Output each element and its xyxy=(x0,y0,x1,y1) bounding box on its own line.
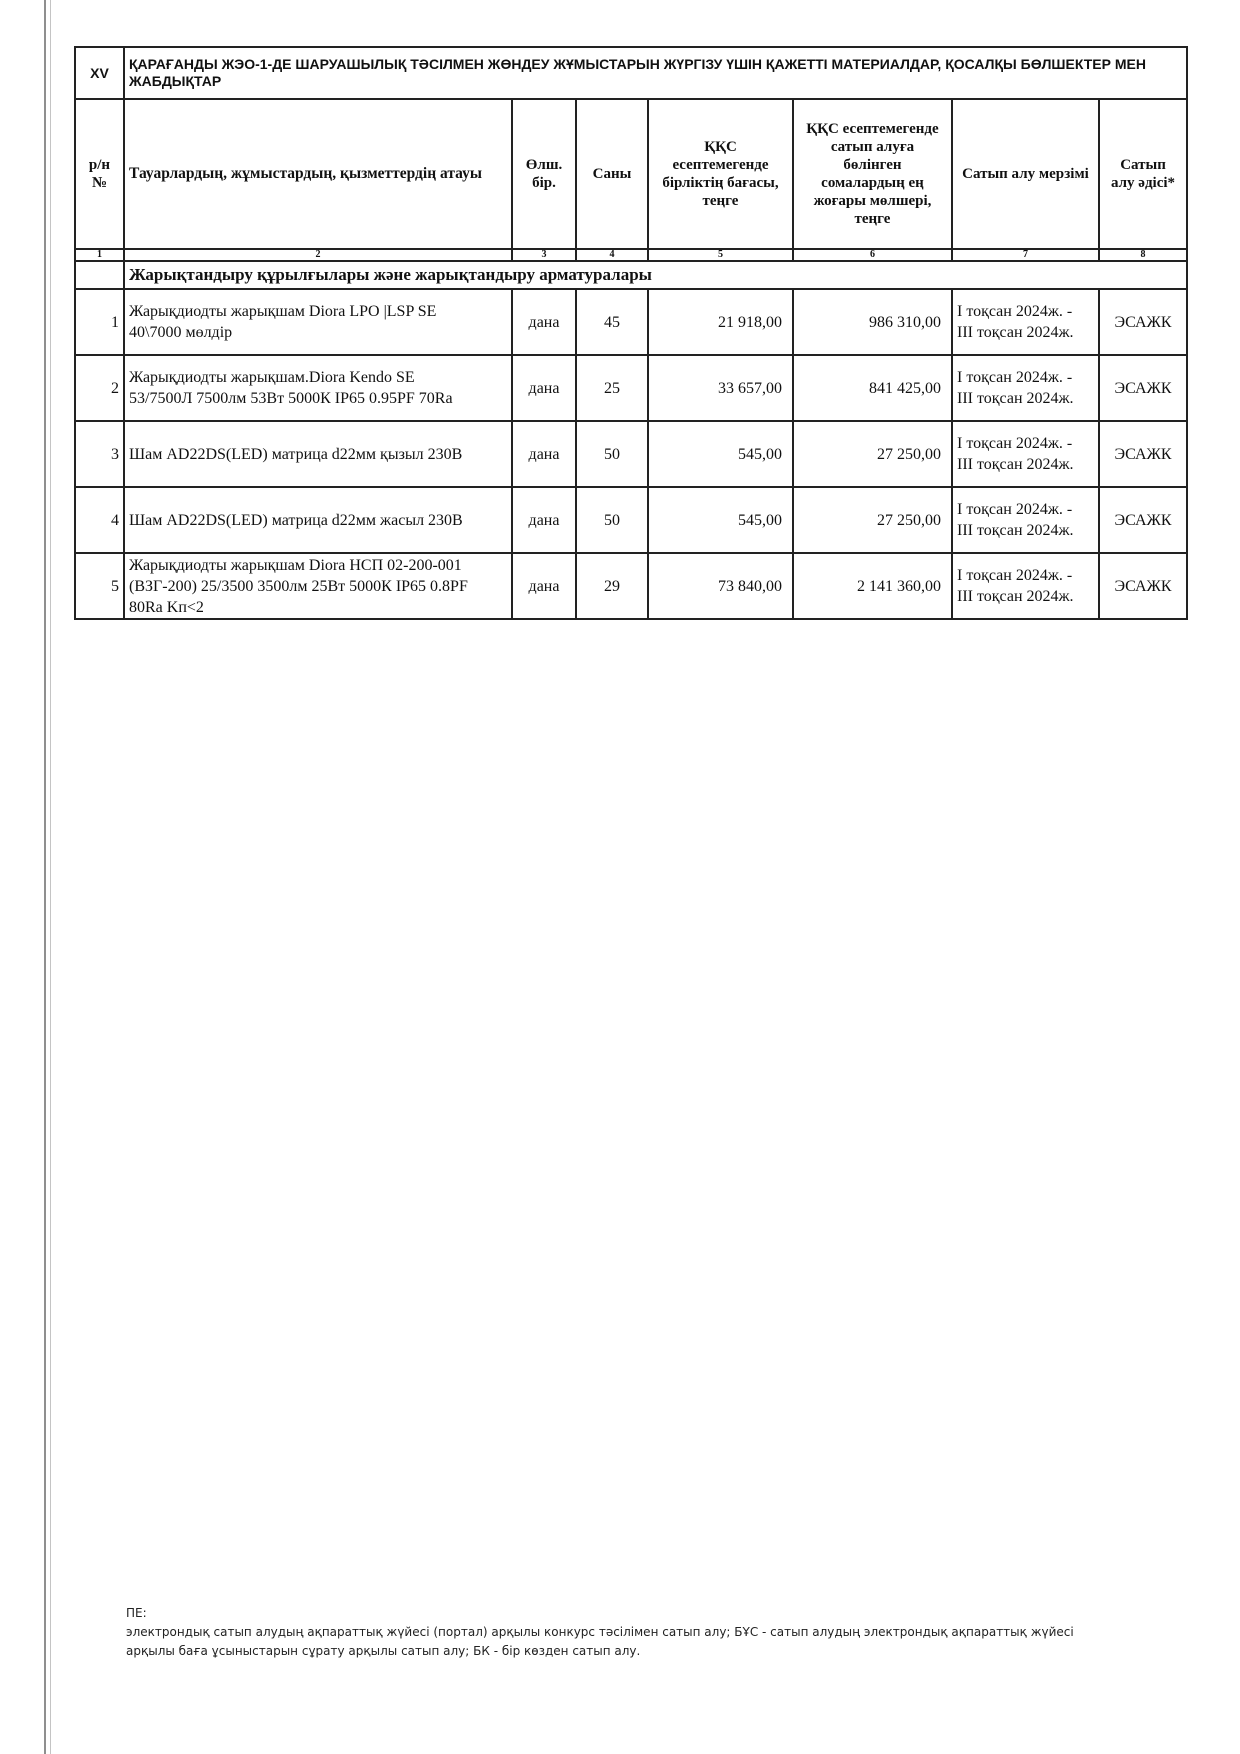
header-text: сомалардың ең xyxy=(821,175,924,191)
item-name-line: Жарықдиодты жарықшам Diora НСП 02-200-001 xyxy=(129,556,462,574)
header-text: ҚҚС xyxy=(704,139,737,155)
category-title: Жарықтандыру құрылғылары және жарықтандыру арматуралары xyxy=(124,261,1187,289)
section-title: ҚАРАҒАНДЫ ЖЭО-1-ДЕ ШАРУАШЫЛЫҚ ТӘСІЛМЕН ЖӨНДЕУ ЖҰМЫСТАРЫН ЖҮРГІЗУ ҮШІН ҚАЖЕТТІ МАТЕРИАЛДАР, ҚОСАЛҚЫ БӨЛШЕКТЕР МЕН ЖАБДЫҚТАР xyxy=(124,47,1187,99)
period-line: І тоқсан 2024ж. - xyxy=(957,501,1073,518)
item-period xyxy=(952,553,1099,619)
period-line: І тоқсан 2024ж. - xyxy=(957,303,1073,320)
item-unit: дана xyxy=(512,487,576,553)
item-unit: дана xyxy=(512,421,576,487)
item-name-line: 80Ra Kп<2 xyxy=(129,598,204,616)
item-price: 73 840,00 xyxy=(648,553,793,619)
item-unit: дана xyxy=(512,289,576,355)
item-name-line: (ВЗГ-200) 25/3500 3500лм 25Вт 5000К IP65 0.8PF xyxy=(129,577,468,595)
item-name-line: 40\7000 мөлдір xyxy=(129,324,233,341)
header-method xyxy=(1099,99,1187,249)
header-text: бірліктің бағасы, xyxy=(662,175,779,191)
item-total: 27 250,00 xyxy=(793,421,952,487)
header-text: теңге xyxy=(702,193,739,209)
row-number: 1 xyxy=(75,289,124,355)
item-total: 841 425,00 xyxy=(793,355,952,421)
footnote-line: электрондық сатып алудың ақпараттық жүйесі (портал) арқылы конкурс тәсілімен сатып алу; БҰС - сатып алудың электрондық ақпараттық жүйесі xyxy=(126,1625,1074,1639)
header-name: Тауарлардың, жұмыстардың, қызметтердің атауы xyxy=(124,99,512,249)
item-method: ЭСАЖК xyxy=(1099,553,1187,619)
period-line: І тоқсан 2024ж. - xyxy=(957,435,1073,452)
item-quantity: 50 xyxy=(576,421,648,487)
item-price: 33 657,00 xyxy=(648,355,793,421)
period-line: І тоқсан 2024ж. - xyxy=(957,567,1073,584)
column-number: 2 xyxy=(124,249,512,261)
header-text: бір. xyxy=(532,175,556,191)
column-number: 6 xyxy=(793,249,952,261)
procurement-table xyxy=(74,46,1188,620)
header-text: есептемегенде xyxy=(672,157,769,173)
item-period xyxy=(952,355,1099,421)
header-row-number xyxy=(75,99,124,249)
item-method: ЭСАЖК xyxy=(1099,487,1187,553)
row-number: 5 xyxy=(75,553,124,619)
header-text: р/н xyxy=(88,157,111,173)
item-name-line: Жарықдиодты жарықшам.Diora Kendo SE xyxy=(129,369,415,386)
row-number: 4 xyxy=(75,487,124,553)
table-row xyxy=(75,421,1187,487)
header-max-amount xyxy=(793,99,952,249)
row-number: 2 xyxy=(75,355,124,421)
item-name xyxy=(124,487,512,553)
header-text: теңге xyxy=(854,211,891,227)
scan-edge-line xyxy=(44,0,46,1754)
item-period xyxy=(952,289,1099,355)
header-period: Сатып алу мерзімі xyxy=(952,99,1099,249)
section-number: XV xyxy=(75,47,124,99)
period-line: ІІІ тоқсан 2024ж. xyxy=(957,324,1074,341)
header-text: алу әдісі* xyxy=(1111,175,1176,191)
item-method: ЭСАЖК xyxy=(1099,289,1187,355)
item-price: 545,00 xyxy=(648,421,793,487)
table-row xyxy=(75,355,1187,421)
item-name xyxy=(124,553,512,619)
item-name-line: 53/7500Л 7500лм 53Вт 5000К IP65 0.95PF 70Ra xyxy=(129,390,453,407)
header-quantity: Саны xyxy=(576,99,648,249)
item-period xyxy=(952,421,1099,487)
category-row xyxy=(75,261,1187,289)
item-total: 2 141 360,00 xyxy=(793,553,952,619)
footnote-line: арқылы баға ұсыныстарын сұрату арқылы сатып алу; БК - бір көзден сатып алу. xyxy=(126,1644,641,1658)
column-number: 5 xyxy=(648,249,793,261)
header-text: бөлінген xyxy=(843,157,902,173)
header-text: Сатып xyxy=(1120,157,1166,173)
header-text: № xyxy=(91,175,108,191)
section-title-row xyxy=(75,47,1187,99)
item-unit: дана xyxy=(512,355,576,421)
item-quantity: 45 xyxy=(576,289,648,355)
item-method: ЭСАЖК xyxy=(1099,421,1187,487)
period-line: І тоқсан 2024ж. - xyxy=(957,369,1073,386)
period-line: ІІІ тоқсан 2024ж. xyxy=(957,456,1074,473)
period-line: ІІІ тоқсан 2024ж. xyxy=(957,588,1074,605)
period-line: ІІІ тоқсан 2024ж. xyxy=(957,522,1074,539)
header-row xyxy=(75,99,1187,249)
scan-edge-line xyxy=(50,0,51,1754)
header-text: сатып алуға xyxy=(830,139,915,155)
item-name-line: Жарықдиодты жарықшам Diora LPO |LSP SE xyxy=(129,303,437,320)
item-name xyxy=(124,421,512,487)
item-quantity: 29 xyxy=(576,553,648,619)
header-text: Өлш. xyxy=(525,157,563,173)
item-quantity: 25 xyxy=(576,355,648,421)
item-name-line: Шам AD22DS(LED) матрица d22мм қызыл 230В xyxy=(129,445,463,463)
table-row xyxy=(75,553,1187,619)
item-unit: дана xyxy=(512,553,576,619)
footnote xyxy=(126,1604,1186,1661)
item-period xyxy=(952,487,1099,553)
footnote-label: ПЕ: xyxy=(126,1606,147,1620)
column-number: 1 xyxy=(75,249,124,261)
item-total: 986 310,00 xyxy=(793,289,952,355)
row-number: 3 xyxy=(75,421,124,487)
item-price: 545,00 xyxy=(648,487,793,553)
header-text: ҚҚС есептемегенде xyxy=(806,121,939,137)
item-name xyxy=(124,289,512,355)
header-text: жоғары мөлшері, xyxy=(813,193,932,209)
item-total: 27 250,00 xyxy=(793,487,952,553)
item-price: 21 918,00 xyxy=(648,289,793,355)
column-number: 3 xyxy=(512,249,576,261)
item-quantity: 50 xyxy=(576,487,648,553)
header-unit xyxy=(512,99,576,249)
column-number: 8 xyxy=(1099,249,1187,261)
column-number: 7 xyxy=(952,249,1099,261)
item-name-line: Шам AD22DS(LED) матрица d22мм жасыл 230В xyxy=(129,511,463,529)
column-number-row xyxy=(75,249,1187,261)
table-row xyxy=(75,289,1187,355)
item-method: ЭСАЖК xyxy=(1099,355,1187,421)
table-row xyxy=(75,487,1187,553)
item-name xyxy=(124,355,512,421)
header-unit-price xyxy=(648,99,793,249)
category-blank xyxy=(75,261,124,289)
period-line: ІІІ тоқсан 2024ж. xyxy=(957,390,1074,407)
column-number: 4 xyxy=(576,249,648,261)
